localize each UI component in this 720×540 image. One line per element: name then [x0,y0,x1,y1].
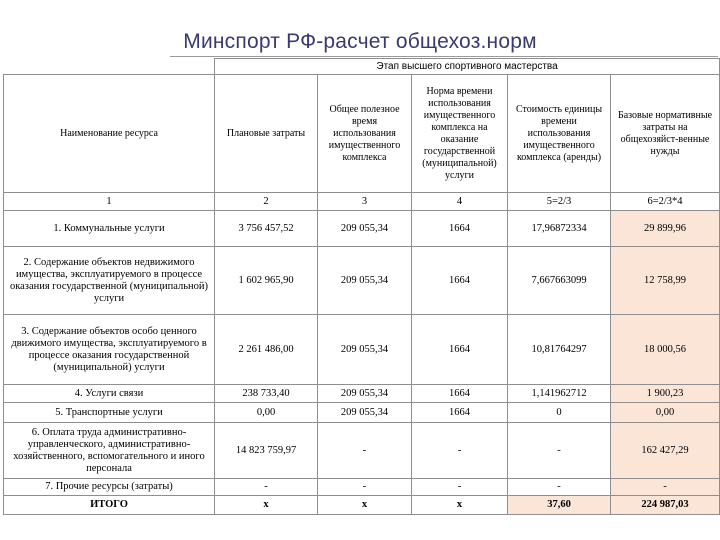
unit-cost: 17,96872334 [508,211,611,247]
base-cost: 18 000,56 [611,315,720,385]
resource-name: 1. Коммунальные услуги [4,211,215,247]
base-cost: 29 899,96 [611,211,720,247]
resource-name: 7. Прочие ресурсы (затраты) [4,479,215,496]
empty-corner [4,59,215,75]
resource-name: 2. Содержание объектов недвижимого имущества, эксплуатируемого в процессе оказания государственной (муниципальной) услуги [4,247,215,315]
base-cost: 12 758,99 [611,247,720,315]
planned-cost: 14 823 759,97 [215,423,318,479]
header-cost-unit: Стоимость единицы времени использования имущественного комплекса (аренды) [508,75,611,193]
table-row [4,403,720,423]
norm-time: 1664 [412,211,508,247]
index-row [4,193,720,211]
header-norm-time: Норма времени использования имущественного комплекса на оказание государственной (муниципальной) услуги [412,75,508,193]
table-row [4,423,720,479]
norm-time: 1664 [412,385,508,403]
resource-name: 5. Транспортные услуги [4,403,215,423]
planned-cost: - [215,479,318,496]
stage-header: Этап высшего спортивного мастерства [215,59,720,75]
planned-cost: 1 602 965,90 [215,247,318,315]
header-resource: Наименование ресурса [4,75,215,193]
unit-cost: 10,81764297 [508,315,611,385]
unit-cost: - [508,479,611,496]
header-planned: Плановые затраты [215,75,318,193]
planned-cost: 0,00 [215,403,318,423]
useful-time: - [318,423,412,479]
header-base: Базовые нормативные затраты на общехозяйст-венные нужды [611,75,720,193]
useful-time: 209 055,34 [318,385,412,403]
norms-table [3,58,720,515]
index-cell: 3 [318,193,412,211]
total-row [4,496,720,515]
base-cost: 1 900,23 [611,385,720,403]
total-label: ИТОГО [4,496,215,515]
index-cell: 1 [4,193,215,211]
base-cost: 0,00 [611,403,720,423]
planned-cost: 2 261 486,00 [215,315,318,385]
unit-cost: 1,141962712 [508,385,611,403]
table-row [4,211,720,247]
resource-name: 3. Содержание объектов особо ценного движимого имущества, эксплуатируемого в процессе оказания государственной (муниципальной) услуги [4,315,215,385]
table-row [4,315,720,385]
planned-cost: 238 733,40 [215,385,318,403]
useful-time: 209 055,34 [318,403,412,423]
useful-time: 209 055,34 [318,211,412,247]
total-base-cost: 224 987,03 [611,496,720,515]
resource-name: 6. Оплата труда административно-управленческого, административно-хозяйственного, вспомогательного и иного персонала [4,423,215,479]
unit-cost: 7,667663099 [508,247,611,315]
planned-cost: 3 756 457,52 [215,211,318,247]
useful-time: 209 055,34 [318,315,412,385]
table-row [4,247,720,315]
index-cell: 4 [412,193,508,211]
resource-name: 4. Услуги связи [4,385,215,403]
norm-time: 1664 [412,315,508,385]
total-norm: x [412,496,508,515]
total-useful: x [318,496,412,515]
norm-time: - [412,479,508,496]
useful-time: 209 055,34 [318,247,412,315]
table-row [4,479,720,496]
index-cell: 6=2/3*4 [611,193,720,211]
base-cost: - [611,479,720,496]
total-unit-cost: 37,60 [508,496,611,515]
page-title: Минспорт РФ-расчет общехоз.норм [183,30,537,53]
index-cell: 2 [215,193,318,211]
unit-cost: - [508,423,611,479]
unit-cost: 0 [508,403,611,423]
total-planned: x [215,496,318,515]
title-underline [170,56,718,57]
header-useful-time: Общее полезное время использования имущественного комплекса [318,75,412,193]
index-cell: 5=2/3 [508,193,611,211]
useful-time: - [318,479,412,496]
table-row [4,385,720,403]
norm-time: - [412,423,508,479]
norm-time: 1664 [412,403,508,423]
base-cost: 162 427,29 [611,423,720,479]
norm-time: 1664 [412,247,508,315]
